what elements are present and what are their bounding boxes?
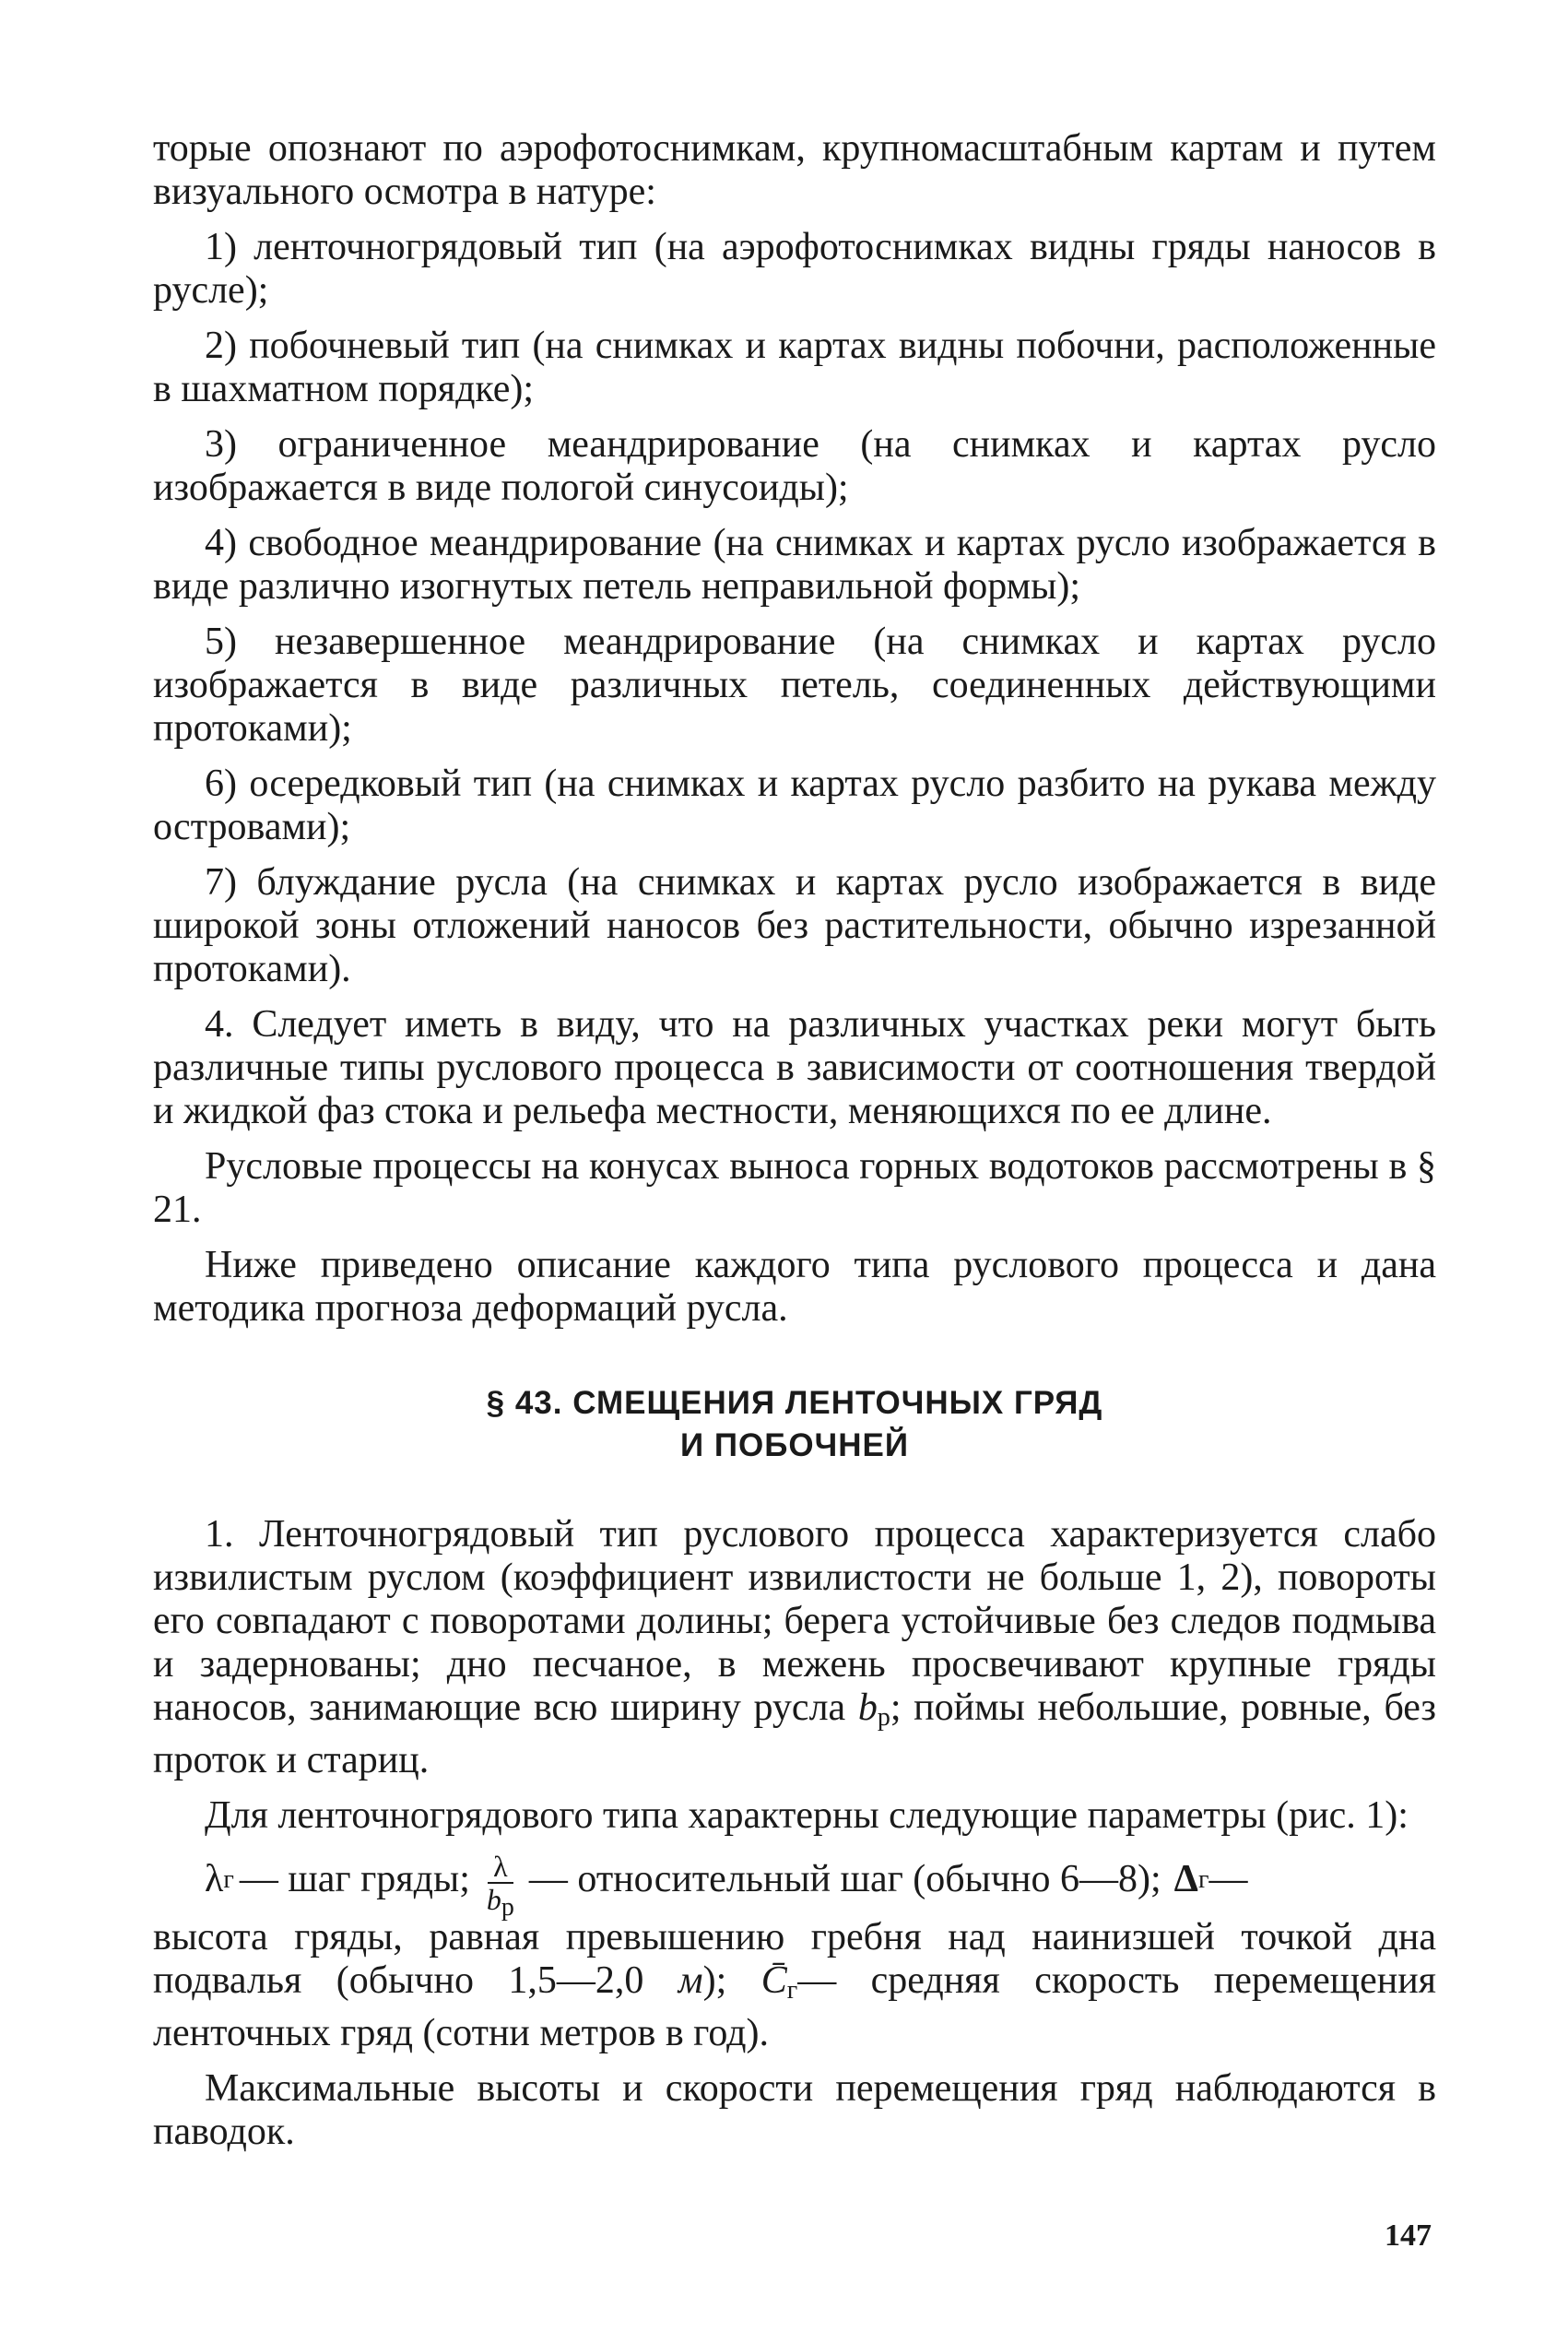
paragraph-section-1-text: 1. Ленточногрядовый тип руслового процесса характеризуется слабо извилистым руслом (коэффициент извилистости не больше 1, 2), повороты его совпадают с поворотами долины; берега устойчивые без следов подмыва и задернованы; дно песчаное, в межень просвечивают крупные гряды наносов, занимающие всю ширину русла (153, 1513, 1436, 1729)
paragraph-intro: торые опознают по аэрофотоснимкам, крупномасштабным картам и путем визуального осмотра в натуре: (153, 127, 1436, 213)
symbol-b-sub: р (877, 1703, 890, 1732)
formula-line (205, 1843, 1436, 1922)
fraction-den-sub: р (501, 1893, 514, 1922)
paragraph-params-cont (153, 1916, 1436, 2055)
list-item-6: 6) осередковый тип (на снимках и картах русло разбито на рукава между островами); (153, 763, 1436, 848)
lambda-sub: г (223, 1865, 234, 1894)
c-sub: г (786, 1976, 798, 2005)
params-cont-text-2: ); (702, 1959, 727, 2002)
paragraph-point-4: 4. Следует иметь в виду, что на различных участках реки могут быть различные типы руслового процесса в зависимости от соотношения твердой и жидкой фаз стока и рельефа местности, меняющихся по ее длине. (153, 1003, 1436, 1132)
paragraph-params-intro: Для ленточногрядового типа характерны следующие параметры (рис. 1): (205, 1794, 1409, 1837)
paragraph-last: Максимальные высоты и скорости перемещения гряд наблюдаются в паводок. (153, 2067, 1436, 2153)
fraction-numerator: λ (488, 1851, 513, 1884)
list-item-7: 7) блуждание русла (на снимках и картах русло изображается в виде широкой зоны отложений наносов без растительности, обычно изрезанной протоками). (153, 861, 1436, 990)
paragraph-section-1-end: ; поймы небольшие, ровные, без проток и стариц. (153, 1686, 1437, 1781)
relative-step-text: — относительный шаг (обычно 6—8); (528, 1858, 1161, 1900)
lambda-text: — шаг гряды; (239, 1858, 470, 1900)
fraction-denominator (481, 1884, 520, 1923)
unit-meter: м (678, 1959, 703, 2002)
delta-dash: — (1208, 1858, 1248, 1900)
list-item-4: 4) свободное меандрирование (на снимках и картах русло изображается в виде различно изогнутых петель неправильной формы); (153, 522, 1436, 608)
params-cont-text-1: высота гряды, равная превышению гребня над наинизшей точкой дна подвалья (обычно 1,5—2,0 (153, 1916, 1436, 2002)
paragraph-alluvial-fans: Русловые процессы на конусах выноса горных водотоков рассмотрены в § 21. (153, 1145, 1436, 1231)
delta-symbol: Δ (1173, 1858, 1198, 1900)
section-heading (153, 1382, 1436, 1467)
list-item-1: 1) ленточногрядовый тип (на аэрофотоснимках видны гряды наносов в русле); (153, 226, 1436, 312)
paragraph-section-1 (153, 1513, 1436, 1782)
lambda-symbol: λ (205, 1858, 224, 1900)
delta-sub: г (1197, 1865, 1209, 1894)
paragraph-description: Ниже приведено описание каждого типа руслового процесса и дана методика прогноза деформаций русла. (153, 1244, 1436, 1330)
section-heading-line-2: И ПОБОЧНЕЙ (679, 1427, 909, 1463)
page-text (153, 127, 1436, 2166)
symbol-b: b (857, 1686, 878, 1729)
params-cont-text-3: — средняя скорость перемещения ленточных гряд (сотни метров в год). (153, 1959, 1437, 2054)
fraction-den-symbol: b (486, 1883, 501, 1916)
c-symbol: C̄ (760, 1959, 787, 2002)
list-item-3: 3) ограниченное меандрирование (на снимках и картах русло изображается в виде пологой синусоиды); (153, 423, 1436, 509)
list-item-2: 2) побочневый тип (на снимках и картах видны побочни, расположенные в шахматном порядке); (153, 325, 1436, 410)
section-heading-line-1: § 43. СМЕЩЕНИЯ ЛЕНТОЧНЫХ ГРЯД (486, 1385, 1103, 1421)
list-item-5: 5) незавершенное меандрирование (на снимках и картах русло изображается в виде различных петель, соединенных действующими протоками); (153, 621, 1436, 750)
page-number: 147 (1385, 2219, 1432, 2253)
relative-step-fraction (481, 1851, 520, 1923)
